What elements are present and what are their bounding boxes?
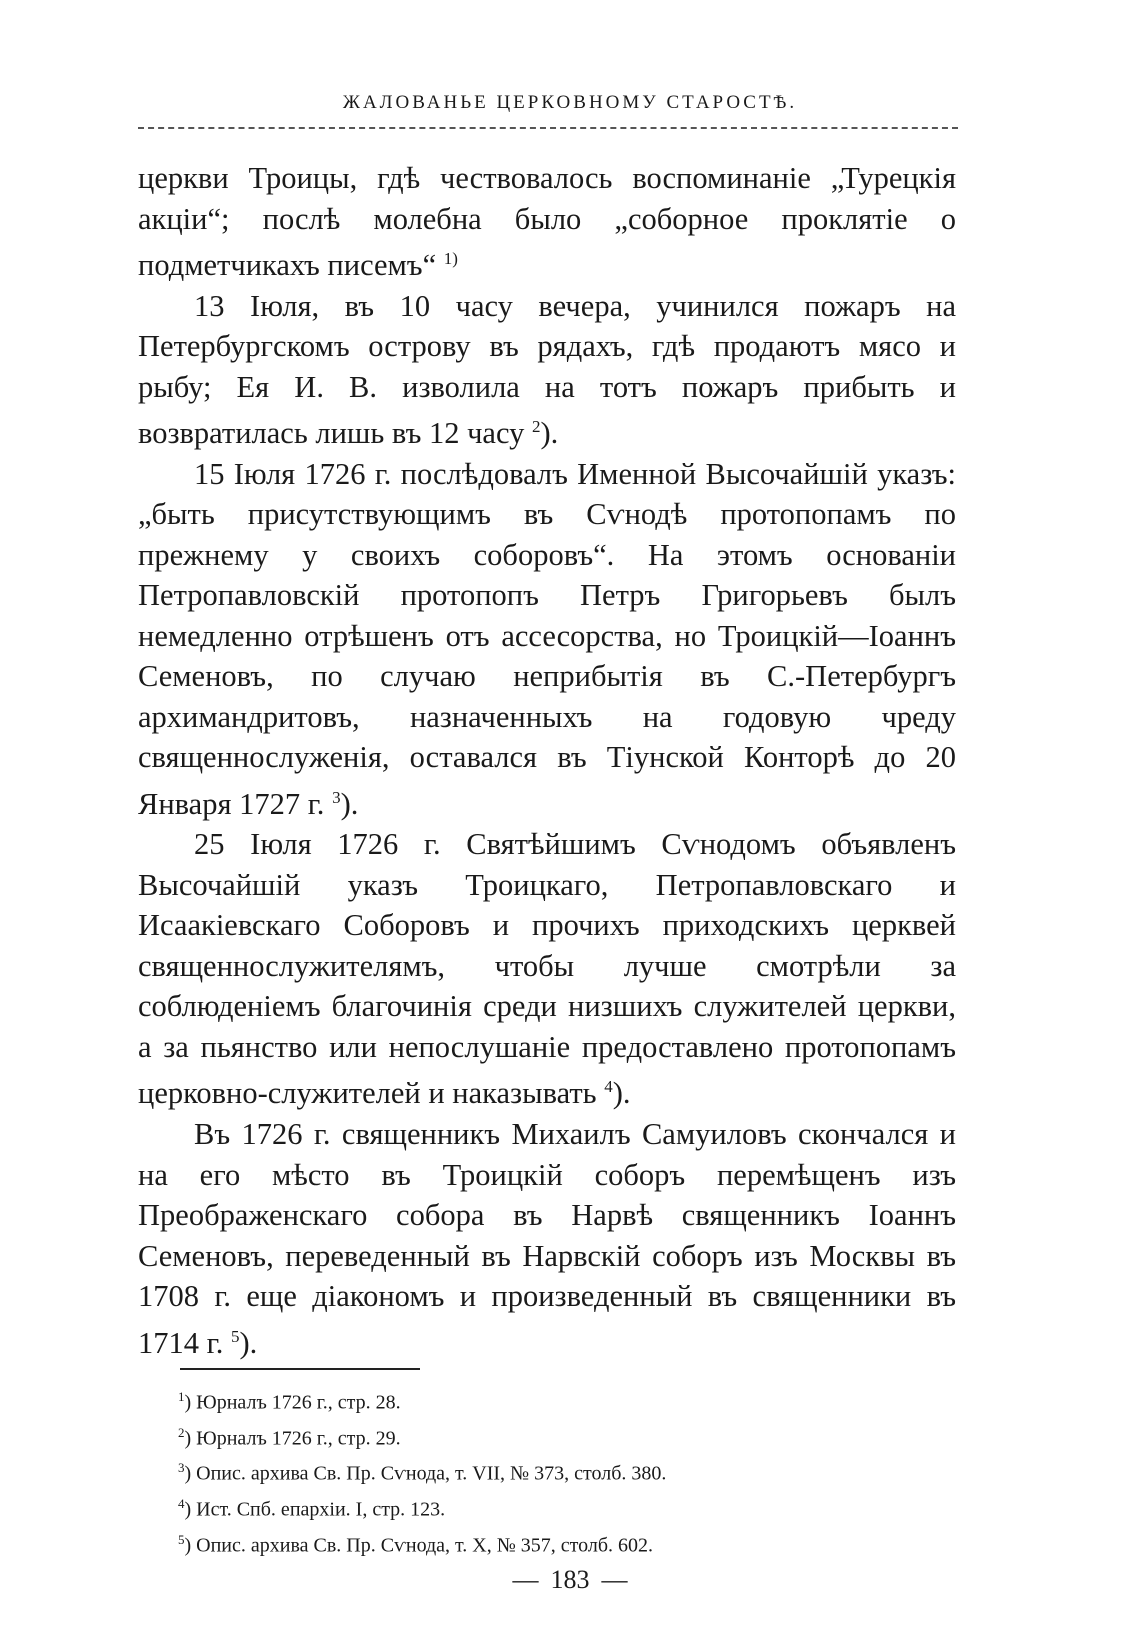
paragraph-tail: ). <box>239 1325 258 1360</box>
paragraph-text: 13 Іюля, въ 10 часу вечера, учинился пожаръ на Петербургскомъ острову въ рядахъ, гдѣ продаютъ мясо и рыбу; Ея И. В. изволила на тотъ пожаръ прибыть и возвратилась лишь въ 12 часу <box>138 288 956 451</box>
footnote-mark: 4 <box>178 1495 185 1511</box>
folio-dash-right: — <box>601 1565 628 1594</box>
footnote-ref-2: 2 <box>531 417 541 437</box>
footnote-ref-4: 4 <box>604 1077 613 1097</box>
paragraph-3 <box>138 454 956 825</box>
footnote-text: ) Ист. Спб. епархіи. I, стр. 123. <box>184 1498 446 1521</box>
footnote-text: ) Опис. архива Св. Пр. Сѵнода, т. VII, № 373, столб. 380. <box>184 1462 667 1485</box>
footnote-mark: 1 <box>178 1389 185 1404</box>
paragraph-1 <box>138 158 956 286</box>
footnote-3 <box>178 1453 938 1489</box>
paragraph-5 <box>138 1114 956 1363</box>
footnote-5 <box>178 1525 938 1561</box>
footnote-text: ) Опис. архива Св. Пр. Сѵнода, т. X, № 357, столб. 602. <box>184 1534 654 1557</box>
running-title: ЖАЛОВАНЬЕ ЦЕРКОВНОМУ СТАРОСТѢ. <box>342 92 798 113</box>
page-number: 183 <box>550 1565 590 1594</box>
paragraph-tail: ). <box>340 786 359 821</box>
footnotes <box>178 1382 938 1560</box>
footnote-ref-5: 5 <box>230 1326 240 1346</box>
main-text <box>138 158 956 1363</box>
footnote-1 <box>178 1382 938 1418</box>
page-number-line <box>0 1565 1140 1595</box>
footnote-2 <box>178 1418 938 1454</box>
paragraph-tail: ). <box>612 1076 631 1111</box>
footnote-ref-3: 3 <box>332 787 341 807</box>
header-rule <box>138 127 958 129</box>
footnote-separator <box>180 1368 420 1370</box>
paragraph-text: церкви Троицы, гдѣ чествовалось воспоминаніе „Турецкія акціи“; послѣ молебна было „соборное проклятіе о подметчикахъ писемъ“ <box>138 161 956 283</box>
footnote-text: ) Юрналъ 1726 г., стр. 29. <box>184 1427 401 1450</box>
paragraph-text: 15 Іюля 1726 г. послѣдовалъ Именной Высочайшій указъ: „быть присутствующимъ въ Сѵнодѣ протопопамъ по прежнему у своихъ соборовъ“. На этомъ основаніи Петропавловскій протопопъ Петръ Григорьевъ былъ немедленно отрѣшенъ отъ ассесорства, но Троицкій—Іоаннъ Семеновъ, по случаю неприбытія въ С.-Петербургъ архимандритовъ, назначенныхъ на годовую чреду священнослуженія, оставался въ Тіунской Конторѣ до 20 Января 1727 г. <box>138 456 956 821</box>
footnote-ref-1: 1) <box>443 249 458 268</box>
footnote-mark: 2 <box>178 1424 185 1440</box>
footnote-text: ) Юрналъ 1726 г., стр. 28. <box>184 1391 401 1414</box>
paragraph-4 <box>138 824 956 1114</box>
footnote-mark: 5 <box>178 1531 185 1547</box>
paragraph-tail: ). <box>540 416 559 451</box>
footnote-4 <box>178 1489 938 1525</box>
paragraph-text: 25 Іюля 1726 г. Святѣйшимъ Сѵнодомъ объявленъ Высочайшій указъ Троицкаго, Петропавловскаго и Исаакіевскаго Соборовъ и прочихъ приходскихъ церквей священнослужителямъ, чтобы лучше смотрѣли за соблюденіемъ благочинія среди низшихъ служителей церкви, а за пьянство или непослушаніе предоставлено протопопамъ церковно-служителей и наказывать <box>138 827 956 1111</box>
folio-dash-left: — <box>512 1565 539 1594</box>
paragraph-text: Въ 1726 г. священникъ Михаилъ Самуиловъ скончался и на его мѣсто въ Троицкій соборъ перемѣщенъ изъ Преображенскаго собора въ Нарвѣ священникъ Іоаннъ Семеновъ, переведенный въ Нарвскій соборъ изъ Москвы въ 1708 г. еще діакономъ и произведенный въ священники въ 1714 г. <box>138 1117 956 1360</box>
footnote-mark: 3 <box>178 1460 185 1476</box>
paragraph-2 <box>138 286 956 454</box>
